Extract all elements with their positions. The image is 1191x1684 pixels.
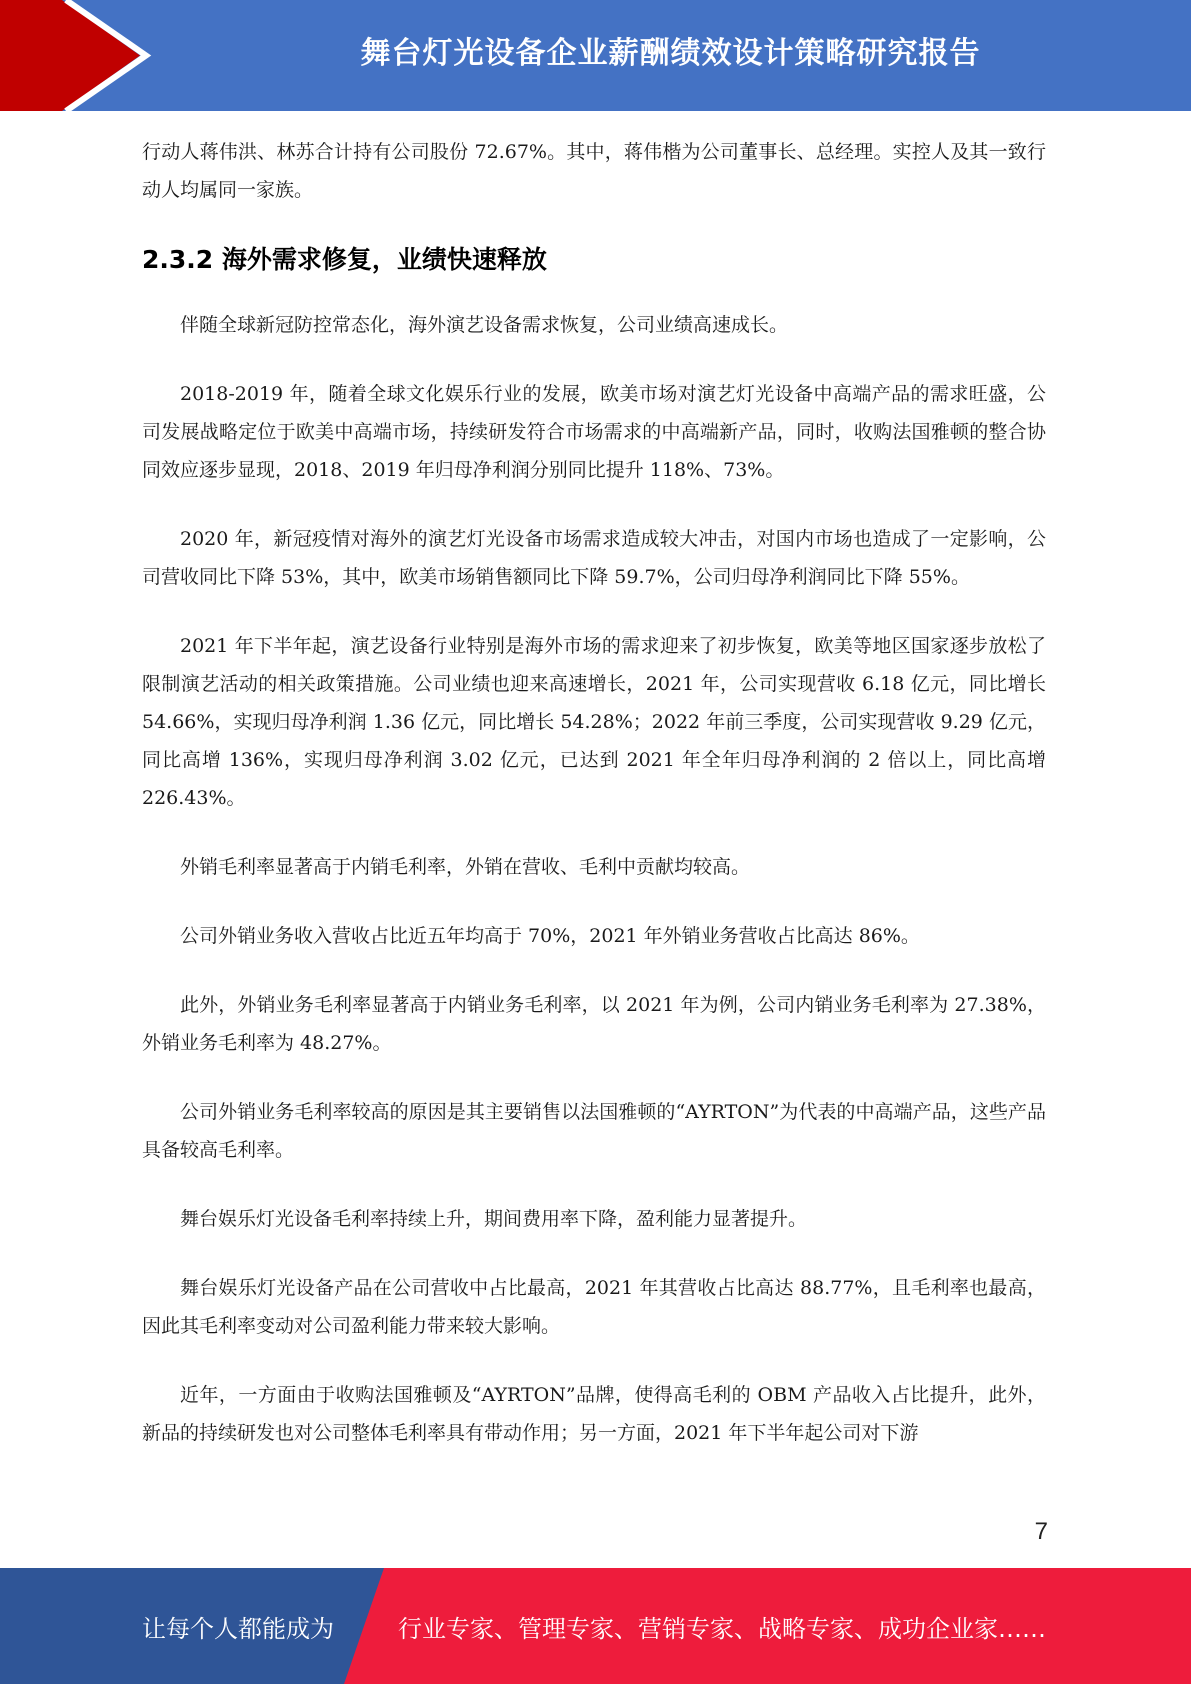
footer-slogan-right: 行业专家、管理专家、营销专家、战略专家、成功企业家…… [398, 1614, 1046, 1643]
paragraph: 近年，一方面由于收购法国雅顿及“AYRTON”品牌，使得高毛利的 OBM 产品收入占比提升，此外，新品的持续研发也对公司整体毛利率具有带动作用；另一方面，2021 年下半年起公司对下游 [142, 1384, 1046, 1444]
page-header [0, 0, 1191, 111]
paragraph: 2021 年下半年起，演艺设备行业特别是海外市场的需求迎来了初步恢复，欧美等地区国家逐步放松了限制演艺活动的相关政策措施。公司业绩也迎来高速增长，2021 年，公司实现营收 6.18 亿元，同比增长 54.66%，实现归母净利润 1.36 亿元，同比增长 54.28%；2022 年前三季度，公司实现营收 9.29 亿元，同比高增 136%，实现归母净利润 3.02 亿元，已达到 2021 年全年归母净利润的 2 倍以上，同比高增 226.43%。 [142, 635, 1046, 809]
paragraph: 2018-2019 年，随着全球文化娱乐行业的发展，欧美市场对演艺灯光设备中高端产品的需求旺盛，公司发展战略定位于欧美中高端市场，持续研发符合市场需求的中高端新产品，同时，收购法国雅顿的整合协同效应逐步显现，2018、2019 年归母净利润分别同比提升 118%、73%。 [142, 383, 1046, 481]
paragraph: 行动人蒋伟洪、林苏合计持有公司股份 72.67%。其中，蒋伟楷为公司董事长、总经理。实控人及其一致行动人均属同一家族。 [142, 141, 1046, 201]
paragraph: 伴随全球新冠防控常态化，海外演艺设备需求恢复，公司业绩高速成长。 [180, 314, 789, 336]
paragraph: 此外，外销业务毛利率显著高于内销业务毛利率，以 2021 年为例，公司内销业务毛利率为 27.38%，外销业务毛利率为 48.27%。 [142, 994, 1046, 1054]
document-body [142, 133, 1046, 1483]
paragraph: 公司外销业务收入营收占比近五年均高于 70%，2021 年外销业务营收占比高达 86%。 [180, 925, 920, 947]
paragraph: 外销毛利率显著高于内销毛利率，外销在营收、毛利中贡献均较高。 [180, 856, 751, 878]
paragraph: 舞台娱乐灯光设备毛利率持续上升，期间费用率下降，盈利能力显著提升。 [180, 1208, 808, 1230]
footer-slogan-left: 让每个人都能成为 [142, 1614, 334, 1643]
section-heading: 2.3.2 海外需求修复，业绩快速释放 [142, 245, 547, 274]
report-title: 舞台灯光设备企业薪酬绩效设计策略研究报告 [360, 36, 981, 71]
page-number: 7 [1034, 1518, 1048, 1545]
page-footer [0, 1568, 1191, 1684]
red-chevron-decoration [0, 0, 160, 111]
paragraph: 舞台娱乐灯光设备产品在公司营收中占比最高，2021 年其营收占比高达 88.77%，且毛利率也最高，因此其毛利率变动对公司盈利能力带来较大影响。 [142, 1277, 1046, 1337]
paragraph: 2020 年，新冠疫情对海外的演艺灯光设备市场需求造成较大冲击，对国内市场也造成了一定影响，公司营收同比下降 53%，其中，欧美市场销售额同比下降 59.7%，公司归母净利润同比下降 55%。 [142, 528, 1046, 588]
paragraph: 公司外销业务毛利率较高的原因是其主要销售以法国雅顿的“AYRTON”为代表的中高端产品，这些产品具备较高毛利率。 [142, 1101, 1046, 1161]
